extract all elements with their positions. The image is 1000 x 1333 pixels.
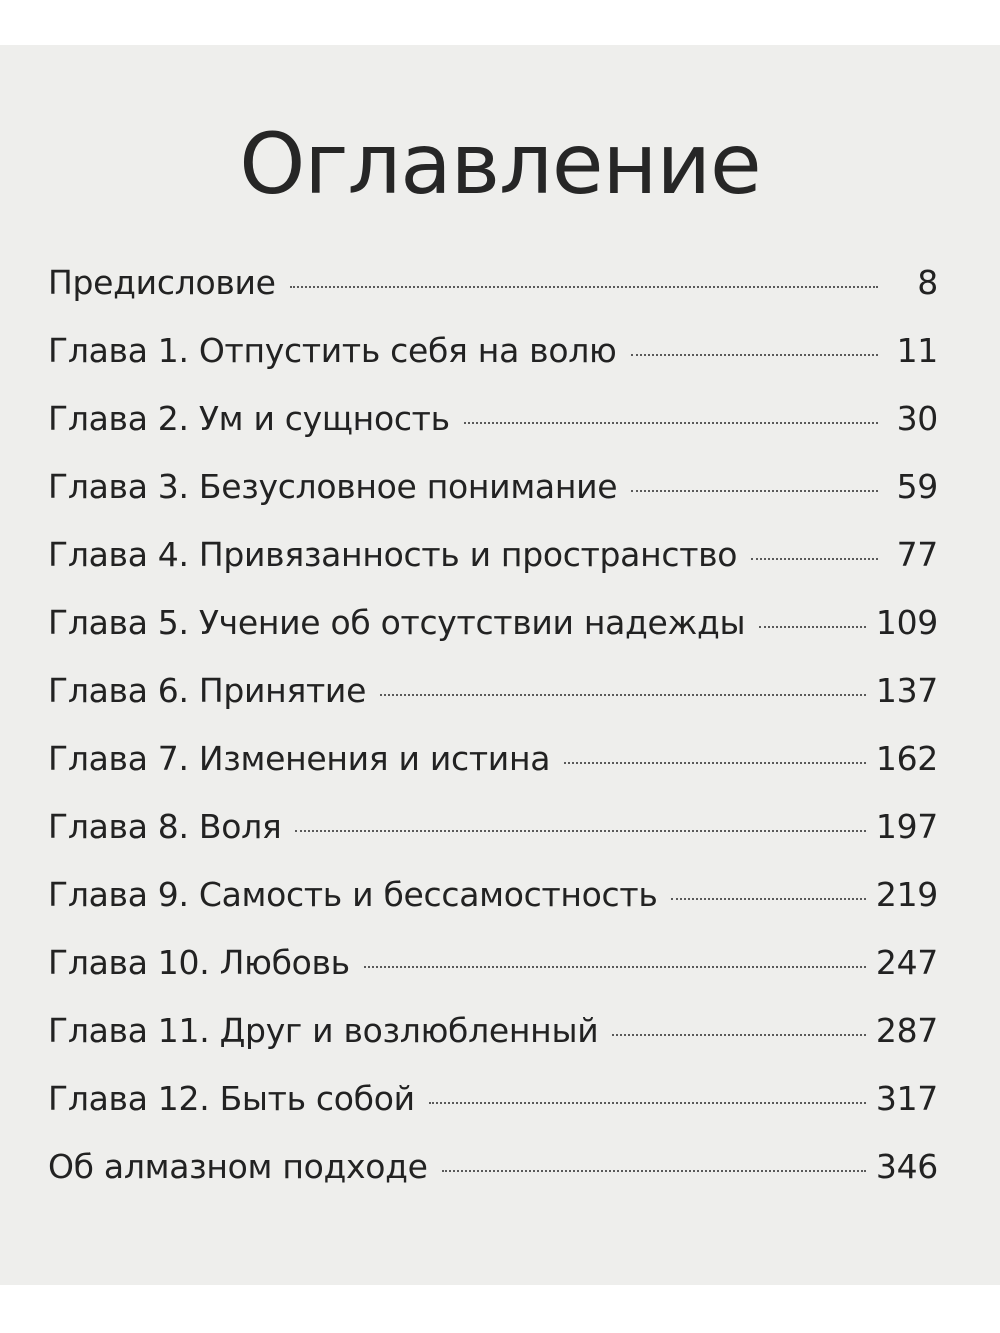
dot-leader [380, 694, 866, 696]
toc-entry-chapter-5 [48, 603, 938, 671]
toc-entry-chapter-3 [48, 467, 938, 535]
toc-entry-label: Глава 11. Друг и возлюбленный [48, 1011, 599, 1050]
toc-entry-label: Глава 7. Изменения и истина [48, 739, 551, 778]
toc-entry-chapter-10 [48, 943, 938, 1011]
dot-leader [631, 354, 879, 356]
dot-leader [429, 1102, 866, 1104]
toc-entry-label: Глава 5. Учение об отсутствии надежды [48, 603, 746, 642]
dot-leader [612, 1034, 866, 1036]
toc-entry-label: Глава 10. Любовь [48, 943, 350, 982]
dot-leader [564, 762, 866, 764]
toc-entry-label: Глава 12. Быть собой [48, 1079, 415, 1118]
toc-entry-chapter-6 [48, 671, 938, 739]
toc-entry-about [48, 1147, 938, 1215]
toc-entry-label: Глава 1. Отпустить себя на волю [48, 331, 617, 370]
toc-entry-page: 137 [875, 671, 938, 710]
dot-leader [751, 558, 878, 560]
toc-entry-page: 11 [896, 331, 938, 370]
toc-entry-page: 247 [875, 943, 938, 982]
toc-entry-chapter-11 [48, 1011, 938, 1079]
toc-entry-page: 317 [875, 1079, 938, 1118]
toc-entry-chapter-9 [48, 875, 938, 943]
dot-leader [442, 1170, 866, 1172]
toc-entry-label: Об алмазном подходе [48, 1147, 428, 1186]
book-page [0, 45, 1000, 1285]
toc-entry-page: 59 [896, 467, 938, 506]
toc-entry-page: 8 [917, 263, 938, 302]
dot-leader [631, 490, 878, 492]
toc-entry-chapter-12 [48, 1079, 938, 1147]
page-title: Оглавление [239, 115, 761, 213]
toc-entry-page: 197 [875, 807, 938, 846]
dot-leader [759, 626, 866, 628]
toc-entry-chapter-2 [48, 399, 938, 467]
toc-entry-preface [48, 263, 938, 331]
dot-leader [290, 286, 878, 288]
toc-entry-page: 346 [875, 1147, 938, 1186]
toc-entry-label: Глава 6. Принятие [48, 671, 367, 710]
toc-entry-chapter-7 [48, 739, 938, 807]
dot-leader [671, 898, 865, 900]
toc-entry-chapter-1 [48, 331, 938, 399]
table-of-contents [48, 263, 938, 1215]
toc-entry-label: Глава 8. Воля [48, 807, 282, 846]
toc-entry-chapter-4 [48, 535, 938, 603]
toc-entry-label: Глава 3. Безусловное понимание [48, 467, 618, 506]
dot-leader [464, 422, 878, 424]
dot-leader [364, 966, 866, 968]
toc-entry-page: 77 [896, 535, 938, 574]
toc-entry-label: Предисловие [48, 263, 276, 302]
toc-entry-page: 287 [875, 1011, 938, 1050]
toc-entry-chapter-8 [48, 807, 938, 875]
toc-entry-label: Глава 2. Ум и сущность [48, 399, 450, 438]
toc-entry-label: Глава 4. Привязанность и пространство [48, 535, 738, 574]
toc-entry-page: 219 [875, 875, 938, 914]
toc-entry-label: Глава 9. Самость и бессамостность [48, 875, 658, 914]
dot-leader [295, 830, 865, 832]
toc-entry-page: 109 [875, 603, 938, 642]
toc-entry-page: 30 [896, 399, 938, 438]
toc-entry-page: 162 [875, 739, 938, 778]
